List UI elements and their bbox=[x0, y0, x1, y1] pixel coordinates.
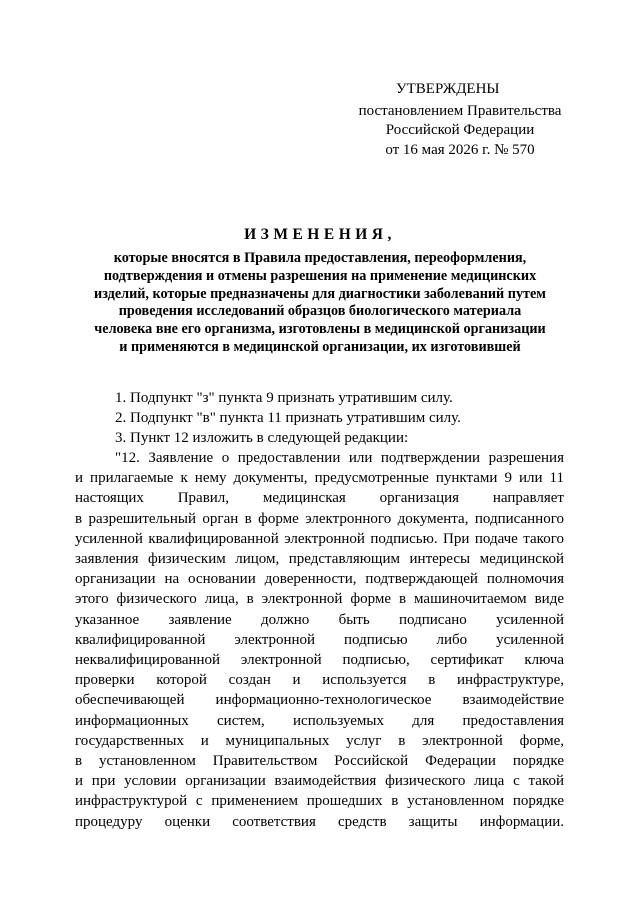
body-line: в установленном Правительством Российской Федерации порядке bbox=[75, 753, 564, 770]
body-line: и при условии организации взаимодействия физического лица с такой bbox=[75, 773, 564, 790]
body-line: квалифицированной электронной подписью либо усиленной bbox=[75, 631, 564, 648]
body-line: усиленной квалифицированной электронной подписью. При подаче такого bbox=[75, 530, 564, 547]
approval-line: Российской Федерации bbox=[385, 122, 535, 138]
body-line: этого физического лица, в электронной форме в машиночитаемом виде bbox=[75, 591, 564, 608]
body-line: в разрешительный орган в форме электронного документа, подписанного bbox=[75, 510, 564, 527]
subtitle-line: и применяются в медицинской организации, их изготовившей bbox=[119, 338, 521, 355]
approval-stamp-block bbox=[340, 80, 580, 160]
body-line: "12. Заявление о предоставлении или подтверждении разрешения bbox=[115, 450, 564, 466]
amendment-list bbox=[115, 388, 575, 448]
body-line: проверки которой создан и используется в инфраструктуре, bbox=[75, 672, 564, 689]
approval-heading: УТВЕРЖДЕНЫ bbox=[396, 81, 500, 97]
document-title: ИЗМЕНЕНИЯ, bbox=[244, 226, 396, 243]
body-line: государственных и муниципальных услуг в электронной форме, bbox=[75, 732, 564, 749]
subtitle-line: изделий, которые предназначены для диагностики заболеваний путем bbox=[94, 285, 546, 302]
body-line: обеспечивающей информационно-технологическое взаимодействие bbox=[75, 692, 564, 709]
amendment-item: 1. Подпункт "з" пункта 9 признать утратившим силу. bbox=[115, 390, 453, 406]
document-subtitle bbox=[70, 250, 570, 357]
body-line: процедуру оценки соответствия средств защиты информации. bbox=[75, 813, 564, 830]
approval-line: постановлением Правительства bbox=[358, 102, 562, 119]
subtitle-line: подтверждения и отмены разрешения на применение медицинских bbox=[103, 267, 537, 284]
subtitle-line: человека вне его организма, изготовлены в медицинской организации bbox=[94, 321, 546, 338]
body-line: инфраструктурой с применением прошедших в установленном порядке bbox=[75, 793, 564, 810]
body-line: заявления физическим лицом, представляющим интересы медицинской bbox=[75, 551, 564, 568]
amendment-item: 2. Подпункт "в" пункта 11 признать утратившим силу. bbox=[115, 410, 461, 426]
body-line: и прилагаемые к нему документы, предусмотренные пунктами 9 или 11 bbox=[75, 470, 564, 487]
body-line: указанное заявление должно быть подписано усиленной bbox=[75, 611, 564, 628]
body-line: организации на основании доверенности, подтверждающей полномочия bbox=[75, 571, 564, 588]
amendment-item: 3. Пункт 12 изложить в следующей редакции: bbox=[115, 430, 409, 446]
body-line: неквалифицированной электронной подписью, сертификат ключа bbox=[75, 652, 564, 669]
amendment-body-text bbox=[75, 448, 564, 832]
approval-line: от 16 мая 2026 г. № 570 bbox=[385, 141, 535, 158]
subtitle-line: которые вносятся в Правила предоставления, переоформления, bbox=[113, 250, 527, 266]
body-line: информационных систем, используемых для предоставления bbox=[75, 712, 564, 729]
body-line: настоящих Правил, медицинская организация направляет bbox=[75, 490, 564, 507]
subtitle-line: проведения исследований образцов биологического материала bbox=[118, 303, 522, 320]
